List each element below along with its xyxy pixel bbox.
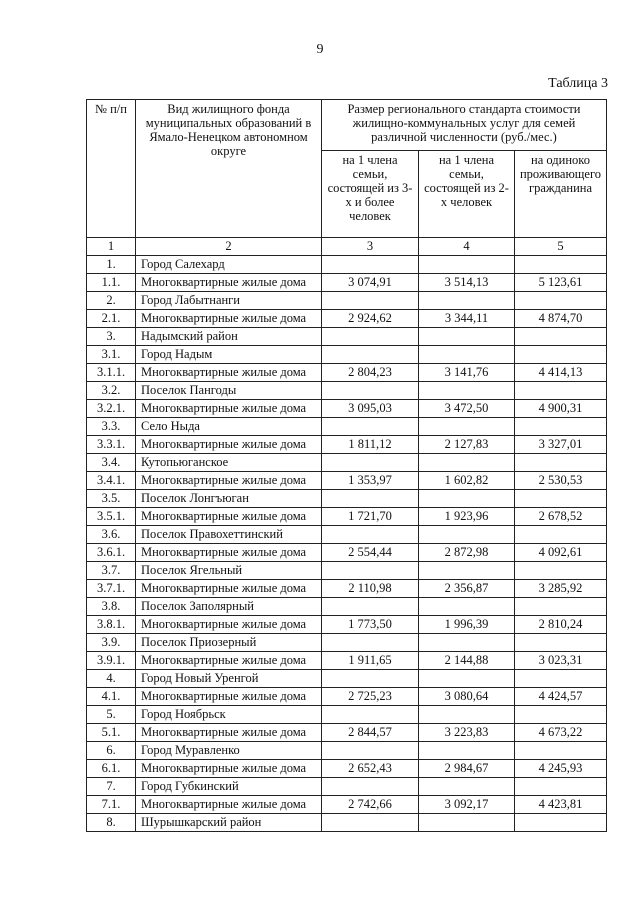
table-row — [87, 436, 607, 454]
value-3plus — [322, 562, 419, 580]
row-name: Поселок Заполярный — [136, 598, 322, 616]
value-3plus: 3 095,03 — [322, 400, 419, 418]
value-3plus: 1 721,70 — [322, 508, 419, 526]
value-2: 3 080,64 — [419, 688, 515, 706]
col-index-1: 1 — [87, 238, 136, 256]
value-2: 1 602,82 — [419, 472, 515, 490]
value-3plus: 1 811,12 — [322, 436, 419, 454]
row-number: 3.3. — [87, 418, 136, 436]
table-row — [87, 256, 607, 274]
value-single: 4 423,81 — [515, 796, 607, 814]
table-row — [87, 418, 607, 436]
row-number: 6.1. — [87, 760, 136, 778]
table-row — [87, 652, 607, 670]
value-3plus — [322, 814, 419, 832]
table-row — [87, 346, 607, 364]
value-single — [515, 706, 607, 724]
row-number: 3.2.1. — [87, 400, 136, 418]
value-3plus: 1 911,65 — [322, 652, 419, 670]
row-name: Надымский район — [136, 328, 322, 346]
row-number: 3.1. — [87, 346, 136, 364]
row-name: Многоквартирные жилые дома — [136, 724, 322, 742]
table-row — [87, 616, 607, 634]
value-3plus: 1 773,50 — [322, 616, 419, 634]
value-3plus: 2 844,57 — [322, 724, 419, 742]
row-number: 3. — [87, 328, 136, 346]
value-3plus: 2 725,23 — [322, 688, 419, 706]
value-single: 4 092,61 — [515, 544, 607, 562]
table-row — [87, 724, 607, 742]
value-2 — [419, 382, 515, 400]
row-name: Шурышкарский район — [136, 814, 322, 832]
table-row — [87, 814, 607, 832]
table-row — [87, 670, 607, 688]
table-row — [87, 544, 607, 562]
table-row — [87, 562, 607, 580]
row-name: Поселок Лонгъюган — [136, 490, 322, 508]
value-2 — [419, 598, 515, 616]
row-name: Город Новый Уренгой — [136, 670, 322, 688]
row-number: 2.1. — [87, 310, 136, 328]
table-row — [87, 688, 607, 706]
header-col-type: Вид жилищного фонда муниципальных образований в Ямало-Ненецком автономном округе — [136, 100, 322, 238]
row-name: Поселок Пангоды — [136, 382, 322, 400]
header-row — [87, 100, 607, 151]
value-single: 2 678,52 — [515, 508, 607, 526]
value-2 — [419, 670, 515, 688]
table-row — [87, 706, 607, 724]
value-single — [515, 670, 607, 688]
row-name: Многоквартирные жилые дома — [136, 616, 322, 634]
value-2 — [419, 454, 515, 472]
value-single — [515, 292, 607, 310]
value-3plus — [322, 706, 419, 724]
value-2: 3 092,17 — [419, 796, 515, 814]
col-index-4: 4 — [419, 238, 515, 256]
table-row — [87, 580, 607, 598]
value-single: 4 424,57 — [515, 688, 607, 706]
value-3plus: 2 110,98 — [322, 580, 419, 598]
row-name: Многоквартирные жилые дома — [136, 652, 322, 670]
value-single — [515, 454, 607, 472]
table-row — [87, 508, 607, 526]
value-2 — [419, 742, 515, 760]
value-2: 2 144,88 — [419, 652, 515, 670]
row-number: 3.9.1. — [87, 652, 136, 670]
row-number: 2. — [87, 292, 136, 310]
row-number: 3.5.1. — [87, 508, 136, 526]
table-row — [87, 598, 607, 616]
row-name: Город Муравленко — [136, 742, 322, 760]
value-single — [515, 256, 607, 274]
table-row — [87, 328, 607, 346]
header-sub-single: на одиноко проживающего гражданина — [515, 151, 607, 238]
value-2: 3 344,11 — [419, 310, 515, 328]
value-3plus — [322, 346, 419, 364]
row-name: Многоквартирные жилые дома — [136, 274, 322, 292]
row-name: Село Ныда — [136, 418, 322, 436]
row-name: Многоквартирные жилые дома — [136, 472, 322, 490]
value-3plus: 1 353,97 — [322, 472, 419, 490]
value-2 — [419, 814, 515, 832]
value-2 — [419, 292, 515, 310]
value-2: 2 127,83 — [419, 436, 515, 454]
value-2 — [419, 328, 515, 346]
value-single: 3 023,31 — [515, 652, 607, 670]
row-number: 3.8.1. — [87, 616, 136, 634]
value-2: 1 923,96 — [419, 508, 515, 526]
value-3plus: 3 074,91 — [322, 274, 419, 292]
row-number: 4.1. — [87, 688, 136, 706]
row-name: Многоквартирные жилые дома — [136, 310, 322, 328]
row-name: Многоквартирные жилые дома — [136, 364, 322, 382]
value-2 — [419, 346, 515, 364]
table-row — [87, 778, 607, 796]
value-single — [515, 742, 607, 760]
value-2 — [419, 490, 515, 508]
row-number: 8. — [87, 814, 136, 832]
row-number: 3.4. — [87, 454, 136, 472]
value-single — [515, 526, 607, 544]
row-name: Город Губкинский — [136, 778, 322, 796]
row-name: Многоквартирные жилые дома — [136, 400, 322, 418]
value-single: 3 327,01 — [515, 436, 607, 454]
value-single — [515, 346, 607, 364]
col-index-2: 2 — [136, 238, 322, 256]
value-2 — [419, 778, 515, 796]
value-3plus — [322, 256, 419, 274]
row-name: Город Надым — [136, 346, 322, 364]
header-sub-2: на 1 члена семьи, состоящей из 2-х человек — [419, 151, 515, 238]
housing-standard-table — [86, 99, 607, 832]
table-row — [87, 490, 607, 508]
row-name: Многоквартирные жилые дома — [136, 796, 322, 814]
row-number: 3.5. — [87, 490, 136, 508]
value-3plus — [322, 526, 419, 544]
value-single: 5 123,61 — [515, 274, 607, 292]
table-row — [87, 310, 607, 328]
value-3plus: 2 804,23 — [322, 364, 419, 382]
value-single — [515, 778, 607, 796]
table-row — [87, 292, 607, 310]
column-index-row — [87, 238, 607, 256]
row-name: Город Ноябрьск — [136, 706, 322, 724]
header-col-no: № п/п — [87, 100, 136, 238]
value-single: 4 874,70 — [515, 310, 607, 328]
value-3plus — [322, 454, 419, 472]
row-number: 4. — [87, 670, 136, 688]
value-single — [515, 562, 607, 580]
value-3plus: 2 742,66 — [322, 796, 419, 814]
row-number: 3.6.1. — [87, 544, 136, 562]
table-row — [87, 364, 607, 382]
value-single — [515, 814, 607, 832]
table-row — [87, 760, 607, 778]
table-row — [87, 382, 607, 400]
value-3plus — [322, 382, 419, 400]
row-number: 3.7.1. — [87, 580, 136, 598]
row-name: Город Салехард — [136, 256, 322, 274]
table-label: Таблица 3 — [548, 76, 608, 91]
row-name: Поселок Правохеттинский — [136, 526, 322, 544]
value-single — [515, 382, 607, 400]
value-3plus — [322, 634, 419, 652]
row-number: 5. — [87, 706, 136, 724]
row-name: Многоквартирные жилые дома — [136, 436, 322, 454]
value-single: 3 285,92 — [515, 580, 607, 598]
page-number: 9 — [316, 42, 324, 57]
row-name: Многоквартирные жилые дома — [136, 508, 322, 526]
value-3plus: 2 652,43 — [322, 760, 419, 778]
row-number: 5.1. — [87, 724, 136, 742]
value-3plus: 2 924,62 — [322, 310, 419, 328]
value-single: 4 414,13 — [515, 364, 607, 382]
value-2 — [419, 526, 515, 544]
row-number: 3.8. — [87, 598, 136, 616]
value-2 — [419, 256, 515, 274]
value-3plus — [322, 742, 419, 760]
value-2 — [419, 706, 515, 724]
value-single — [515, 598, 607, 616]
value-single: 4 673,22 — [515, 724, 607, 742]
row-number: 1.1. — [87, 274, 136, 292]
value-3plus — [322, 418, 419, 436]
value-3plus — [322, 490, 419, 508]
value-single — [515, 490, 607, 508]
value-3plus — [322, 598, 419, 616]
value-2: 3 223,83 — [419, 724, 515, 742]
value-2 — [419, 634, 515, 652]
header-col-group: Размер регионального стандарта стоимости жилищно-коммунальных услуг для семей различной численности (руб./мес.) — [322, 100, 607, 151]
value-2: 2 872,98 — [419, 544, 515, 562]
value-single: 2 810,24 — [515, 616, 607, 634]
row-number: 7.1. — [87, 796, 136, 814]
row-number: 3.3.1. — [87, 436, 136, 454]
value-2: 2 356,87 — [419, 580, 515, 598]
row-number: 7. — [87, 778, 136, 796]
value-2: 3 514,13 — [419, 274, 515, 292]
value-single — [515, 634, 607, 652]
col-index-3: 3 — [322, 238, 419, 256]
row-name: Многоквартирные жилые дома — [136, 544, 322, 562]
row-name: Поселок Ягельный — [136, 562, 322, 580]
value-2: 1 996,39 — [419, 616, 515, 634]
row-name: Многоквартирные жилые дома — [136, 580, 322, 598]
row-number: 1. — [87, 256, 136, 274]
row-name: Город Лабытнанги — [136, 292, 322, 310]
value-single: 4 900,31 — [515, 400, 607, 418]
value-2 — [419, 562, 515, 580]
value-3plus — [322, 292, 419, 310]
value-3plus — [322, 778, 419, 796]
value-2: 3 141,76 — [419, 364, 515, 382]
row-name: Многоквартирные жилые дома — [136, 688, 322, 706]
value-3plus — [322, 670, 419, 688]
table-row — [87, 400, 607, 418]
row-number: 6. — [87, 742, 136, 760]
table-row — [87, 526, 607, 544]
value-2 — [419, 418, 515, 436]
value-single — [515, 328, 607, 346]
table-row — [87, 742, 607, 760]
row-number: 3.7. — [87, 562, 136, 580]
row-number: 3.2. — [87, 382, 136, 400]
row-number: 3.6. — [87, 526, 136, 544]
value-2: 2 984,67 — [419, 760, 515, 778]
value-single: 2 530,53 — [515, 472, 607, 490]
table-row — [87, 454, 607, 472]
row-number: 3.9. — [87, 634, 136, 652]
value-3plus — [322, 328, 419, 346]
table-row — [87, 796, 607, 814]
header-sub-3plus: на 1 члена семьи, состоящей из 3-х и более человек — [322, 151, 419, 238]
value-3plus: 2 554,44 — [322, 544, 419, 562]
row-number: 3.1.1. — [87, 364, 136, 382]
value-single — [515, 418, 607, 436]
table-row — [87, 634, 607, 652]
row-name: Кутопьюганское — [136, 454, 322, 472]
table-row — [87, 274, 607, 292]
value-2: 3 472,50 — [419, 400, 515, 418]
row-name: Многоквартирные жилые дома — [136, 760, 322, 778]
row-number: 3.4.1. — [87, 472, 136, 490]
value-single: 4 245,93 — [515, 760, 607, 778]
row-name: Поселок Приозерный — [136, 634, 322, 652]
table-row — [87, 472, 607, 490]
col-index-5: 5 — [515, 238, 607, 256]
